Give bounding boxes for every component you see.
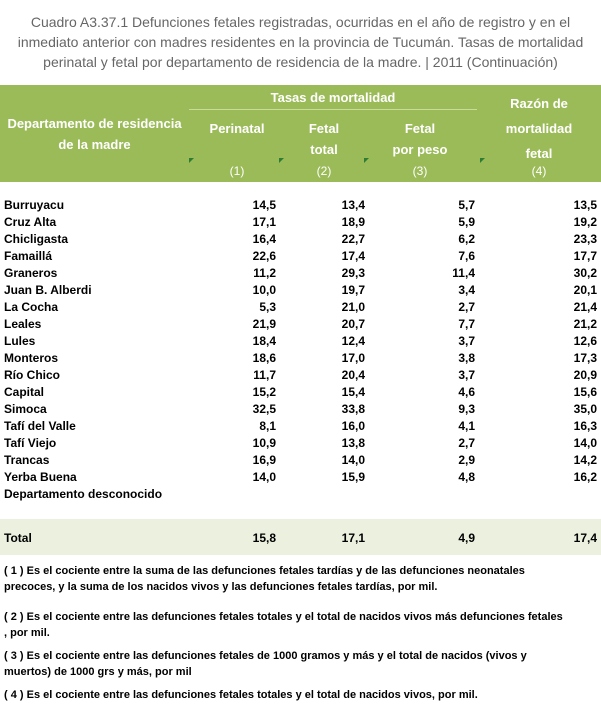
table-row: Burruyacu 14,5 13,4 5,7 13,5	[4, 198, 597, 212]
table-row: Monteros 18,6 17,0 3,8 17,3	[4, 351, 597, 365]
column-number-4: (4)	[531, 164, 547, 178]
header-fetal-total: Fetal total	[308, 121, 340, 157]
table-body	[0, 196, 601, 502]
table-row: Chicligasta 16,4 22,7 6,2 23,3	[4, 232, 597, 246]
table-row: Famaillá 22,6 17,4 7,6 17,7	[4, 249, 597, 263]
table-row: Graneros 11,2 29,3 11,4 30,2	[4, 266, 597, 280]
table-row: Leales 21,9 20,7 7,7 21,2	[4, 317, 597, 331]
column-number-1: (1)	[229, 164, 245, 178]
table-row: Río Chico 11,7 20,4 3,7 20,9	[4, 368, 597, 382]
table-row: Tafí del Valle 8,1 16,0 4,1 16,3	[4, 419, 597, 433]
cell-marker-icon	[189, 158, 194, 163]
cell-marker-icon	[480, 158, 485, 163]
header-fetal-peso: Fetal por peso	[392, 121, 448, 157]
header-divider	[189, 109, 477, 110]
table-row: La Cocha 5,3 21,0 2,7 21,4	[4, 300, 597, 314]
table-title: Cuadro A3.37.1 Defunciones fetales registradas, ocurridas en el año de registro y en el inmediato anterior con madres residentes en la provincia de Tucumán. Tasas de mortalidad perinatal y fetal por departamento de residencia de la madre. | 2011 (Continuación)	[17, 14, 584, 70]
table-row: Departamento desconocido	[4, 487, 163, 501]
header-tasas: Tasas de mortalidad	[270, 90, 396, 105]
header-perinatal: Perinatal	[209, 121, 265, 136]
total-row: Total 15,8 17,1 4,9 17,4	[0, 519, 601, 555]
footnote-1: ( 1 ) Es el cociente entre la suma de las defunciones fetales tardías y de las defunciones neonatales precoces, y la suma de los nacidos vivos y las defunciones fetales tardías, por mil.	[4, 565, 525, 593]
footnote-2: ( 2 ) Es el cociente entre las defunciones fetales totales y el total de nacidos vivos más defunciones fetales , por mil.	[4, 611, 563, 639]
table-row: Yerba Buena 14,0 15,9 4,8 16,2	[4, 470, 597, 484]
footnote-3: ( 3 ) Es el cociente entre las defunciones fetales de 1000 gramos y más y el total de nacidos (vivos y muertos) de 1000 grs y más, por mil	[4, 650, 527, 678]
header-razon: Razón de mortalidad fetal	[505, 96, 573, 161]
table-row: Cruz Alta 17,1 18,9 5,9 19,2	[4, 215, 597, 229]
column-number-3: (3)	[412, 164, 428, 178]
footnote-4: ( 4 ) Es el cociente entre las defunciones fetales totales y el total de nacidos vivos, por mil.	[4, 689, 478, 701]
cell-marker-icon	[279, 158, 284, 163]
table-row: Lules 18,4 12,4 3,7 12,6	[4, 334, 597, 348]
table-row: Simoca 32,5 33,8 9,3 35,0	[4, 402, 597, 416]
table-row: Capital 15,2 15,4 4,6 15,6	[4, 385, 597, 399]
table-row: Juan B. Alberdi 10,0 19,7 3,4 20,1	[4, 283, 597, 297]
header-departamento: Departamento de residencia de la madre	[7, 116, 182, 152]
table-header	[0, 85, 601, 182]
table-row: Trancas 16,9 14,0 2,9 14,2	[4, 453, 597, 467]
table-row: Tafí Viejo 10,9 13,8 2,7 14,0	[4, 436, 597, 450]
cell-marker-icon	[364, 158, 369, 163]
column-number-2: (2)	[316, 164, 332, 178]
